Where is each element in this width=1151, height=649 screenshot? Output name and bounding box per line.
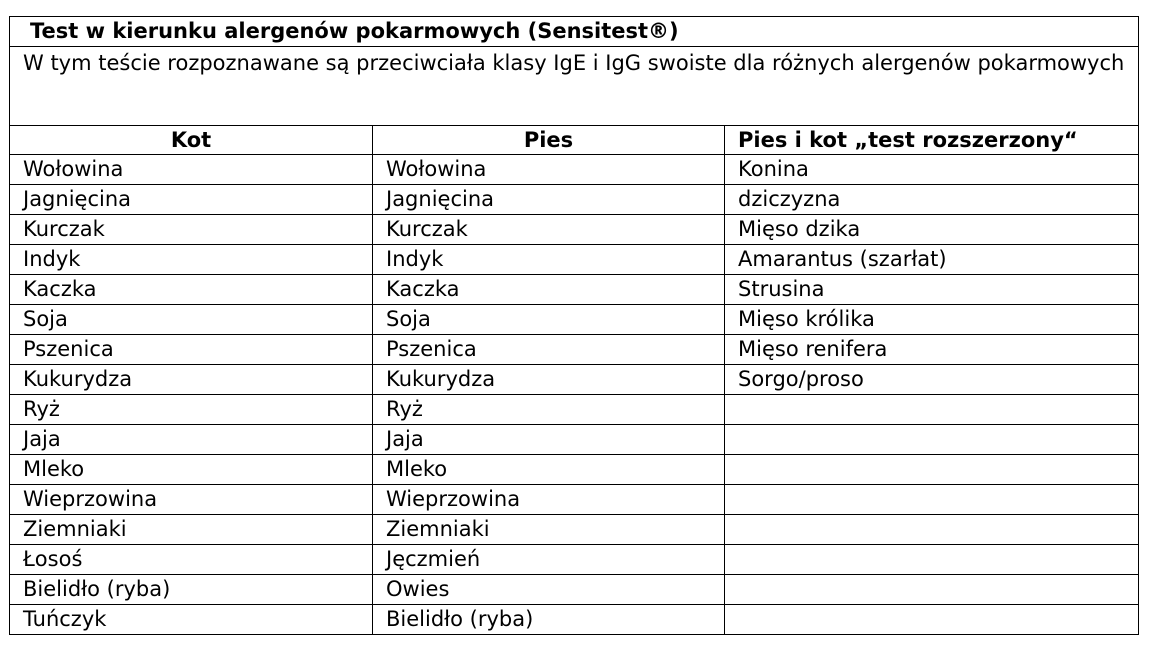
- cell-kot: Soja: [10, 305, 373, 335]
- table-row: [10, 275, 1139, 305]
- table-row: [10, 575, 1139, 605]
- cell-extended: dziczyzna: [725, 185, 1139, 215]
- table-row: [10, 305, 1139, 335]
- cell-extended: Mięso dzika: [725, 215, 1139, 245]
- table-row: [10, 455, 1139, 485]
- table-row: [10, 365, 1139, 395]
- cell-kot: Indyk: [10, 245, 373, 275]
- column-header-row: [10, 126, 1139, 155]
- cell-extended: [725, 605, 1139, 635]
- cell-extended: [725, 575, 1139, 605]
- column-header-kot: Kot: [10, 126, 373, 155]
- cell-pies: Kurczak: [373, 215, 725, 245]
- cell-kot: Wieprzowina: [10, 485, 373, 515]
- cell-pies: Jaja: [373, 425, 725, 455]
- cell-pies: Wieprzowina: [373, 485, 725, 515]
- table-row: [10, 425, 1139, 455]
- cell-kot: Jaja: [10, 425, 373, 455]
- cell-kot: Kukurydza: [10, 365, 373, 395]
- allergen-table: [9, 16, 1139, 635]
- cell-extended: [725, 455, 1139, 485]
- table-row: [10, 215, 1139, 245]
- cell-pies: Wołowina: [373, 155, 725, 185]
- table-row: [10, 155, 1139, 185]
- table-row: [10, 515, 1139, 545]
- cell-pies: Indyk: [373, 245, 725, 275]
- cell-pies: Ziemniaki: [373, 515, 725, 545]
- table-row: [10, 485, 1139, 515]
- cell-pies: Jęczmień: [373, 545, 725, 575]
- cell-kot: Pszenica: [10, 335, 373, 365]
- table-row: [10, 335, 1139, 365]
- cell-kot: Łosoś: [10, 545, 373, 575]
- cell-extended: Strusina: [725, 275, 1139, 305]
- cell-extended: [725, 485, 1139, 515]
- cell-kot: Kurczak: [10, 215, 373, 245]
- cell-extended: Sorgo/proso: [725, 365, 1139, 395]
- table-row: [10, 605, 1139, 635]
- cell-kot: Ziemniaki: [10, 515, 373, 545]
- cell-extended: [725, 395, 1139, 425]
- cell-pies: Jagnięcina: [373, 185, 725, 215]
- table-row: [10, 395, 1139, 425]
- cell-extended: [725, 425, 1139, 455]
- cell-pies: Bielidło (ryba): [373, 605, 725, 635]
- cell-kot: Mleko: [10, 455, 373, 485]
- cell-pies: Ryż: [373, 395, 725, 425]
- column-header-pies: Pies: [373, 126, 725, 155]
- cell-pies: Soja: [373, 305, 725, 335]
- cell-kot: Tuńczyk: [10, 605, 373, 635]
- cell-pies: Pszenica: [373, 335, 725, 365]
- cell-kot: Wołowina: [10, 155, 373, 185]
- table-title: Test w kierunku alergenów pokarmowych (Sensitest®): [10, 17, 1139, 47]
- cell-extended: [725, 545, 1139, 575]
- cell-pies: Mleko: [373, 455, 725, 485]
- cell-pies: Kaczka: [373, 275, 725, 305]
- cell-extended: Amarantus (szarłat): [725, 245, 1139, 275]
- cell-pies: Owies: [373, 575, 725, 605]
- cell-pies: Kukurydza: [373, 365, 725, 395]
- cell-kot: Jagnięcina: [10, 185, 373, 215]
- table-description: W tym teście rozpoznawane są przeciwciała klasy IgE i IgG swoiste dla różnych alergenów pokarmowych: [10, 47, 1139, 126]
- table-row: [10, 545, 1139, 575]
- cell-kot: Kaczka: [10, 275, 373, 305]
- cell-extended: Mięso renifera: [725, 335, 1139, 365]
- cell-kot: Ryż: [10, 395, 373, 425]
- table-row: [10, 245, 1139, 275]
- cell-extended: [725, 515, 1139, 545]
- cell-extended: Konina: [725, 155, 1139, 185]
- table-row: [10, 185, 1139, 215]
- cell-kot: Bielidło (ryba): [10, 575, 373, 605]
- column-header-extended: Pies i kot „test rozszerzony“: [725, 126, 1139, 155]
- cell-extended: Mięso królika: [725, 305, 1139, 335]
